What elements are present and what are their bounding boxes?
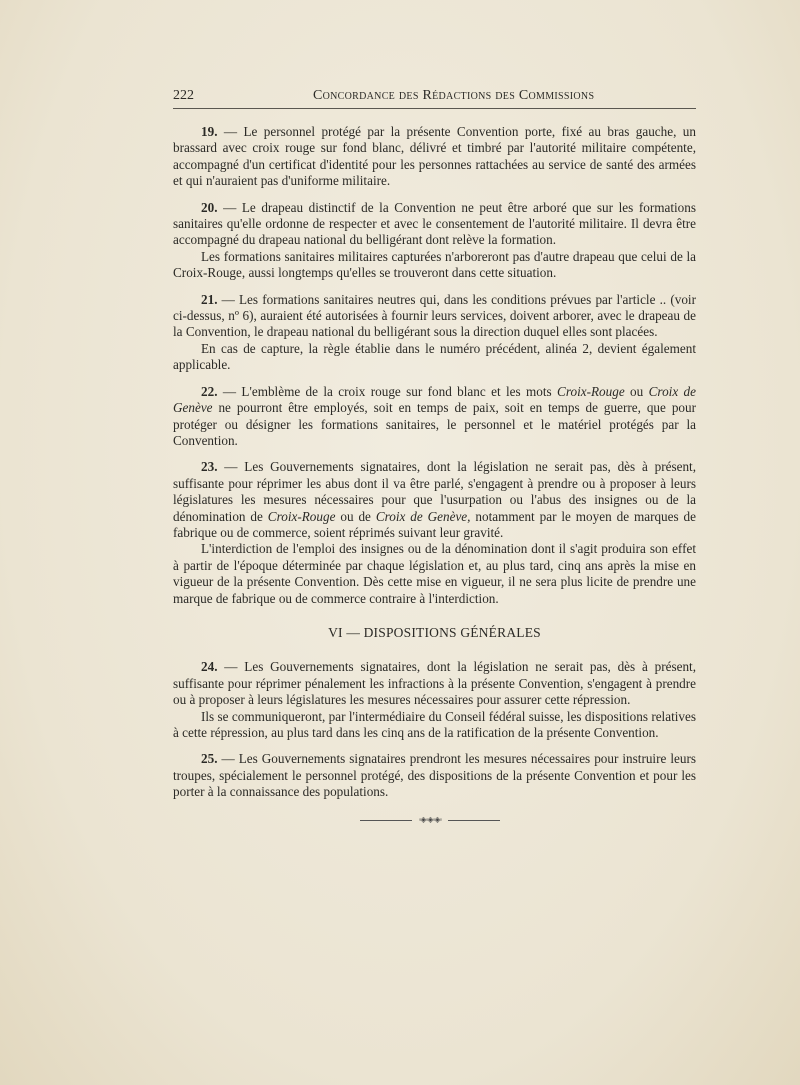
article-number: 23. <box>201 459 218 475</box>
article-text: ou de <box>335 508 376 524</box>
article-23 <box>173 459 696 607</box>
running-title: Concordance des Rédactions des Commissions <box>313 88 595 103</box>
article-text: — Les Gouvernements signataires prendront les mesures nécessaires pour instruire leurs troupes, spécialement le personnel protégé, des dispositions de la présente Convention et pour les porter à la connaissance des populations. <box>173 751 696 800</box>
article-number: 25. <box>201 751 218 767</box>
article-paragraph-2: En cas de capture, la règle établie dans le numéro précédent, alinéa 2, devient également applicable. <box>173 340 696 373</box>
article-text: ne pourront être employés, soit en temps de paix, soit en temps de guerre, que pour protéger ou désigner les formations sanitaires, le personnel et le matériel protégés par la Convention. <box>173 400 696 448</box>
article-paragraph-2: Les formations sanitaires militaires capturées n'arboreront pas d'autre drapeau que celui de la Croix-Rouge, aussi longtemps qu'elles se trouveront dans cette situation. <box>173 248 696 281</box>
emphasis-croix-rouge: Croix-Rouge <box>557 383 625 399</box>
emphasis-croix-rouge: Croix-Rouge <box>267 508 336 524</box>
article-text: — Les formations sanitaires neutres qui, dans les conditions prévues par l'article .. (voir ci-dessus, nº 6), auraient été autorisées à fournir leurs services, doivent arborer, avec le drapeau de la Convention, le drapeau national du belligérant sous la direction duquel elles sont placées. <box>173 291 696 340</box>
emphasis-croix-de-geneve: Croix de Genève, <box>375 508 471 524</box>
article-paragraph <box>173 659 696 708</box>
article-text: — Le drapeau distinctif de la Convention ne peut être arboré que sur les formations sanitaires qu'elle ordonne de respecter et avec le consentement de l'autorité militaire. Il devra être accompagné du drapeau national du belligérant dont relève la formation. <box>173 199 696 248</box>
body-text <box>173 124 696 811</box>
article-text: ou <box>624 383 649 399</box>
article-paragraph <box>173 292 696 341</box>
article-paragraph-2: Ils se communiqueront, par l'intermédiaire du Conseil fédéral suisse, les dispositions relatives à cette répression, au plus tard dans les cinq ans de la ratification de la présente Convention. <box>173 708 696 740</box>
header-rule <box>173 108 696 109</box>
article-paragraph <box>173 459 696 541</box>
article-21 <box>173 292 696 374</box>
article-number: 20. <box>201 199 218 215</box>
page-number: 222 <box>173 88 194 103</box>
emphasis-croix-de-geneve: Croix de Genève <box>173 383 696 416</box>
ornament-line-right <box>448 820 500 821</box>
ornament-flourish-icon: ◦◈◦◈◦◈◦ <box>418 815 442 824</box>
article-paragraph <box>173 751 696 800</box>
article-number: 21. <box>201 291 218 307</box>
article-text: — Le personnel protégé par la présente Convention porte, fixé au bras gauche, un brassard avec croix rouge sur fond blanc, délivré et timbré par l'autorité militaire compétente, accompagné d'un certificat d'identité pour les personnes rattachées au service de santé des armées et qui n'auraient pas d'uniforme militaire. <box>173 124 696 189</box>
article-25 <box>173 751 696 800</box>
end-ornament <box>360 815 500 825</box>
article-text: notamment par le moyen de marques de fabrique ou de commerce, soient réprimés suivant leur gravité. <box>173 508 696 540</box>
section-heading: VI — DISPOSITIONS GÉNÉRALES <box>328 624 541 640</box>
article-paragraph-2: L'interdiction de l'emploi des insignes ou de la dénomination dont il s'agit produira son effet à partir de l'époque déterminée par chaque législation et, au plus tard, cinq ans après la mise en vigueur de la présente Convention. Dès cette mise en vigueur, il ne sera plus licite de prendre une marque de fabrique ou de commerce contraire à l'interdiction. <box>173 541 696 606</box>
ornament-line-left <box>360 820 412 821</box>
article-24 <box>173 659 696 741</box>
article-22 <box>173 384 696 450</box>
article-text: — Les Gouvernements signataires, dont la législation ne serait pas, dès à présent, suffisante pour réprimer pénalement les infractions à la présente Convention, s'engagent à prendre ou à proposer à leurs législatures les mesures nécessaires pour assurer cette répression. <box>173 659 696 708</box>
article-number: 19. <box>201 124 218 139</box>
article-paragraph <box>173 200 696 249</box>
page-header <box>173 88 696 108</box>
article-number: 24. <box>201 659 218 675</box>
article-text: — L'emblème de la croix rouge sur fond blanc et les mots <box>217 383 558 399</box>
article-number: 22. <box>201 383 218 399</box>
article-paragraph <box>173 124 696 190</box>
article-19 <box>173 124 696 190</box>
article-paragraph <box>173 384 696 450</box>
article-20 <box>173 200 696 282</box>
article-text: — Les Gouvernements signataires, dont la législation ne serait pas, dès à présent, suffisante pour réprimer les abus dont il va être parlé, s'engagent à prendre ou à proposer à leurs législatures les mesures nécessaires pour que l'usurpation ou l'abus des insignes ou de la dénomination de <box>173 459 696 524</box>
